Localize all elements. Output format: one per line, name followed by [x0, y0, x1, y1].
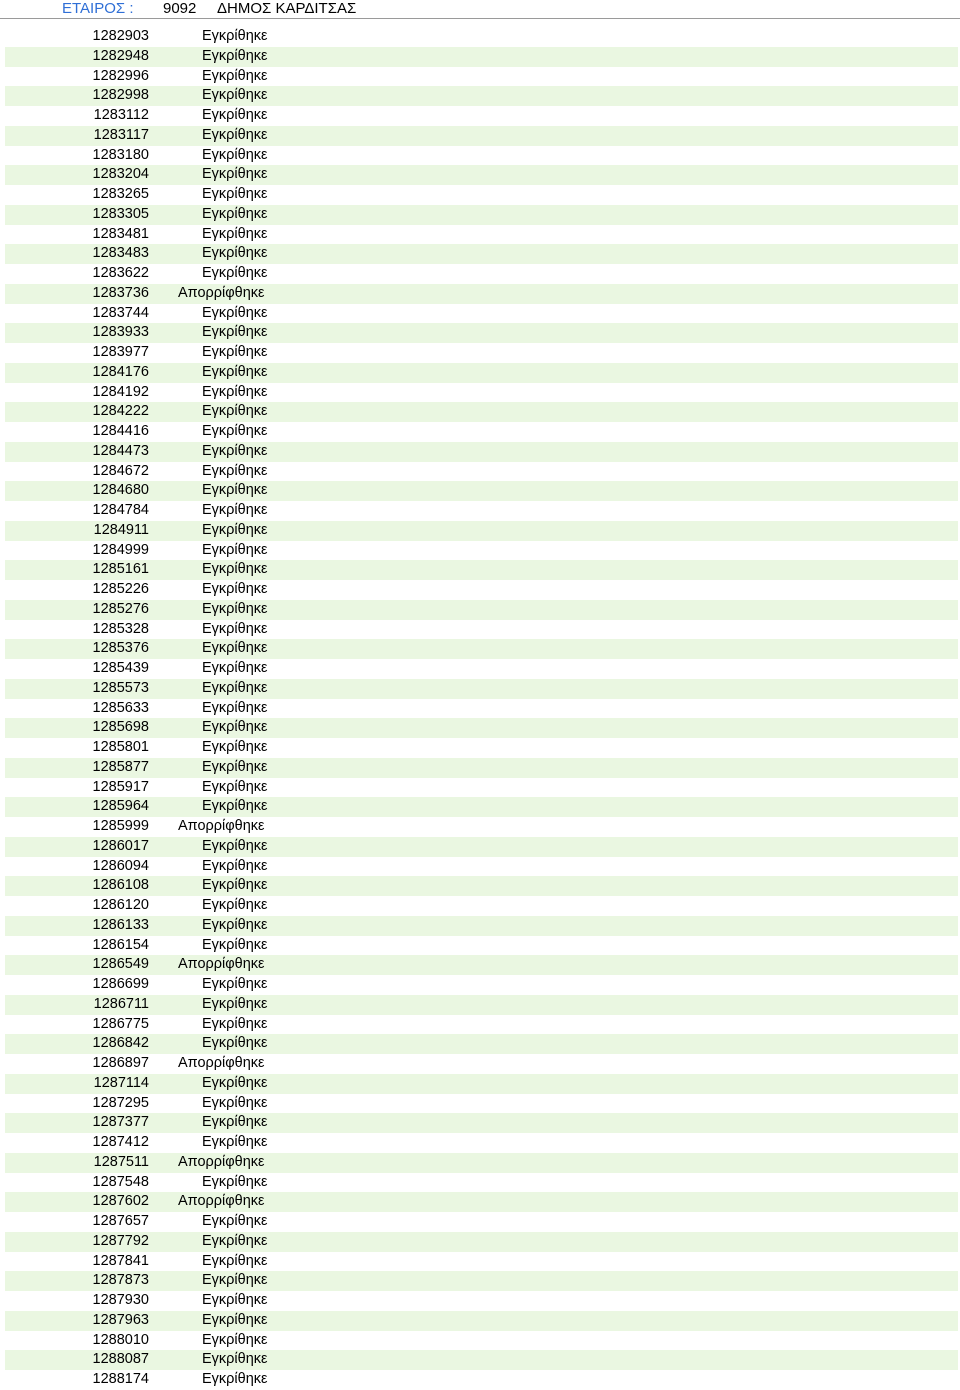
table-row [5, 1252, 958, 1272]
application-status: Εγκρίθηκε [202, 995, 268, 1012]
application-id: 1283112 [93, 107, 149, 123]
application-status: Εγκρίθηκε [202, 660, 268, 676]
table-row [5, 501, 958, 521]
application-status: Εγκρίθηκε [202, 976, 268, 992]
table-row [5, 718, 958, 738]
application-id: 1287873 [92, 1272, 149, 1289]
application-status: Εγκρίθηκε [202, 28, 268, 44]
table-row [5, 1054, 958, 1074]
application-id: 1282903 [92, 28, 149, 44]
application-id: 1287841 [92, 1252, 149, 1269]
application-status: Εγκρίθηκε [202, 363, 268, 380]
table-row [5, 1113, 958, 1133]
application-status: Εγκρίθηκε [202, 126, 268, 143]
application-id: 1285999 [92, 818, 149, 834]
application-id: 1287602 [92, 1193, 149, 1210]
application-status: Εγκρίθηκε [202, 265, 268, 281]
application-id: 1288010 [92, 1331, 149, 1348]
application-status: Εγκρίθηκε [202, 502, 268, 518]
application-status: Εγκρίθηκε [202, 857, 268, 874]
application-status: Εγκρίθηκε [202, 304, 268, 321]
application-id: 1286120 [92, 897, 149, 913]
table-row [5, 995, 958, 1015]
table-row [5, 975, 958, 995]
application-status: Εγκρίθηκε [202, 837, 268, 854]
application-id: 1285439 [92, 660, 149, 676]
table-row [5, 659, 958, 679]
table-row [5, 541, 958, 561]
application-id: 1283744 [92, 304, 149, 321]
table-row [5, 86, 958, 106]
table-row [5, 1370, 958, 1390]
partner-name: ΔΗΜΟΣ ΚΑΡΔΙΤΣΑΣ [217, 0, 357, 17]
application-id: 1287930 [92, 1292, 149, 1308]
application-status: Απορρίφθηκε [178, 284, 265, 301]
table-row [5, 1133, 958, 1153]
table-row [5, 639, 958, 659]
table-row [5, 1271, 958, 1291]
application-status: Εγκρίθηκε [202, 521, 268, 538]
application-id: 1285801 [92, 739, 149, 755]
table-row [5, 264, 958, 284]
application-id: 1283483 [92, 245, 149, 262]
application-status: Εγκρίθηκε [202, 1173, 268, 1190]
table-row [5, 778, 958, 798]
application-status: Εγκρίθηκε [202, 798, 268, 815]
table-row [5, 521, 958, 541]
table-row [5, 1232, 958, 1252]
application-status: Εγκρίθηκε [202, 1015, 268, 1032]
application-id: 1285226 [92, 581, 149, 597]
application-id: 1285877 [92, 758, 149, 775]
table-row [5, 1074, 958, 1094]
application-status: Εγκρίθηκε [202, 936, 268, 953]
table-row [5, 936, 958, 956]
application-status: Εγκρίθηκε [202, 1232, 268, 1249]
page-header [0, 0, 960, 17]
table-row [5, 916, 958, 936]
application-status: Εγκρίθηκε [202, 1311, 268, 1328]
application-status: Εγκρίθηκε [202, 166, 268, 183]
application-id: 1286017 [92, 837, 149, 854]
application-id: 1287963 [92, 1311, 149, 1328]
application-id: 1288087 [92, 1351, 149, 1368]
application-id: 1285633 [92, 699, 149, 716]
application-id: 1285573 [92, 679, 149, 696]
application-status: Εγκρίθηκε [202, 561, 268, 578]
application-id: 1287657 [92, 1213, 149, 1229]
table-row [5, 462, 958, 482]
application-id: 1285328 [92, 620, 149, 637]
application-id: 1287792 [92, 1232, 149, 1249]
table-row [5, 1153, 958, 1173]
application-status: Απορρίφθηκε [178, 1193, 265, 1210]
application-id: 1285376 [92, 640, 149, 657]
application-status: Εγκρίθηκε [202, 146, 268, 163]
application-id: 1284222 [92, 403, 149, 420]
table-row [5, 1331, 958, 1351]
table-row [5, 1094, 958, 1114]
table-row [5, 758, 958, 778]
application-status: Εγκρίθηκε [202, 916, 268, 933]
application-status: Εγκρίθηκε [202, 1114, 268, 1131]
table-row [5, 323, 958, 343]
application-id: 1287511 [93, 1153, 149, 1170]
table-row [5, 1015, 958, 1035]
table-row [5, 343, 958, 363]
application-status: Εγκρίθηκε [202, 225, 268, 242]
table-row [5, 699, 958, 719]
application-id: 1283180 [92, 146, 149, 163]
application-status: Εγκρίθηκε [202, 1351, 268, 1368]
application-status: Εγκρίθηκε [202, 541, 268, 558]
application-id: 1288174 [92, 1371, 149, 1387]
application-status: Εγκρίθηκε [202, 107, 268, 123]
table-row [5, 1350, 958, 1370]
application-status: Εγκρίθηκε [202, 87, 268, 104]
table-row [5, 1311, 958, 1331]
table-row [5, 244, 958, 264]
table-row [5, 1173, 958, 1193]
table-row [5, 442, 958, 462]
application-status: Εγκρίθηκε [202, 245, 268, 262]
application-status: Εγκρίθηκε [202, 778, 268, 795]
table-row [5, 225, 958, 245]
application-id: 1284680 [92, 482, 149, 499]
application-status: Εγκρίθηκε [202, 67, 268, 84]
table-row [5, 146, 958, 166]
partner-code: 9092 [163, 0, 197, 17]
table-row [5, 27, 958, 47]
application-status: Εγκρίθηκε [202, 324, 268, 341]
table-row [5, 106, 958, 126]
table-row [5, 284, 958, 304]
application-status: Εγκρίθηκε [202, 877, 268, 894]
application-id: 1285917 [92, 778, 149, 795]
application-id: 1286711 [93, 995, 149, 1012]
table-row [5, 165, 958, 185]
table-row [5, 817, 958, 837]
application-id: 1282996 [92, 67, 149, 84]
application-id: 1283265 [92, 186, 149, 202]
table-row [5, 422, 958, 442]
table-row [5, 481, 958, 501]
application-id: 1286108 [92, 877, 149, 894]
application-id: 1284416 [92, 423, 149, 439]
table-row [5, 837, 958, 857]
table-row [5, 896, 958, 916]
application-status: Εγκρίθηκε [202, 1331, 268, 1348]
application-id: 1287295 [92, 1094, 149, 1111]
application-id: 1285276 [92, 600, 149, 617]
application-status: Εγκρίθηκε [202, 620, 268, 637]
application-id: 1286094 [92, 857, 149, 874]
application-id: 1283622 [92, 265, 149, 281]
application-id: 1283933 [92, 324, 149, 341]
table-row [5, 205, 958, 225]
application-status: Εγκρίθηκε [202, 719, 268, 736]
table-row [5, 402, 958, 422]
table-row [5, 1192, 958, 1212]
application-status: Εγκρίθηκε [202, 344, 268, 360]
application-id: 1284192 [92, 383, 149, 400]
application-id: 1284911 [93, 521, 149, 538]
application-status: Εγκρίθηκε [202, 1252, 268, 1269]
table-row [5, 383, 958, 403]
application-status: Εγκρίθηκε [202, 186, 268, 202]
application-status: Εγκρίθηκε [202, 1213, 268, 1229]
results-table [5, 27, 958, 1390]
table-row [5, 620, 958, 640]
application-status: Εγκρίθηκε [202, 403, 268, 420]
application-status: Απορρίφθηκε [178, 956, 265, 973]
application-id: 1283204 [92, 166, 149, 183]
application-id: 1286549 [92, 956, 149, 973]
header-divider [0, 18, 960, 19]
application-id: 1284784 [92, 502, 149, 518]
application-id: 1282998 [92, 87, 149, 104]
application-status: Εγκρίθηκε [202, 205, 268, 222]
application-status: Εγκρίθηκε [202, 739, 268, 755]
application-status: Εγκρίθηκε [202, 383, 268, 400]
application-status: Εγκρίθηκε [202, 1074, 268, 1091]
application-status: Απορρίφθηκε [178, 818, 265, 834]
application-status: Εγκρίθηκε [202, 442, 268, 459]
application-id: 1284999 [92, 541, 149, 558]
application-status: Απορρίφθηκε [178, 1153, 265, 1170]
table-row [5, 1212, 958, 1232]
table-row [5, 1291, 958, 1311]
application-status: Εγκρίθηκε [202, 423, 268, 439]
application-id: 1286699 [92, 976, 149, 992]
application-status: Εγκρίθηκε [202, 1134, 268, 1150]
application-status: Εγκρίθηκε [202, 1371, 268, 1387]
application-id: 1284473 [92, 442, 149, 459]
table-row [5, 738, 958, 758]
table-row [5, 876, 958, 896]
application-id: 1286842 [92, 1035, 149, 1052]
application-id: 1286154 [92, 936, 149, 953]
table-row [5, 304, 958, 324]
application-id: 1283117 [93, 126, 149, 143]
application-id: 1286775 [92, 1015, 149, 1032]
application-status: Εγκρίθηκε [202, 699, 268, 716]
table-row [5, 67, 958, 87]
application-id: 1286897 [92, 1055, 149, 1071]
application-status: Εγκρίθηκε [202, 1292, 268, 1308]
application-status: Εγκρίθηκε [202, 581, 268, 597]
application-status: Εγκρίθηκε [202, 679, 268, 696]
application-id: 1284176 [92, 363, 149, 380]
application-id: 1287377 [92, 1114, 149, 1131]
application-id: 1287548 [92, 1173, 149, 1190]
table-row [5, 363, 958, 383]
table-row [5, 857, 958, 877]
application-id: 1283977 [92, 344, 149, 360]
table-row [5, 1034, 958, 1054]
application-id: 1285698 [92, 719, 149, 736]
application-id: 1285161 [92, 561, 149, 578]
application-id: 1282948 [92, 47, 149, 64]
application-status: Εγκρίθηκε [202, 1094, 268, 1111]
table-row [5, 797, 958, 817]
table-row [5, 580, 958, 600]
application-status: Απορρίφθηκε [178, 1055, 265, 1071]
application-status: Εγκρίθηκε [202, 462, 268, 479]
application-status: Εγκρίθηκε [202, 1035, 268, 1052]
application-status: Εγκρίθηκε [202, 1272, 268, 1289]
table-row [5, 185, 958, 205]
application-status: Εγκρίθηκε [202, 758, 268, 775]
application-status: Εγκρίθηκε [202, 897, 268, 913]
application-status: Εγκρίθηκε [202, 482, 268, 499]
application-id: 1284672 [92, 462, 149, 479]
application-id: 1286133 [92, 916, 149, 933]
application-status: Εγκρίθηκε [202, 640, 268, 657]
application-id: 1283305 [92, 205, 149, 222]
table-row [5, 126, 958, 146]
application-id: 1283736 [92, 284, 149, 301]
table-row [5, 600, 958, 620]
table-row [5, 955, 958, 975]
application-status: Εγκρίθηκε [202, 600, 268, 617]
table-row [5, 560, 958, 580]
application-status: Εγκρίθηκε [202, 47, 268, 64]
application-id: 1285964 [92, 798, 149, 815]
application-id: 1287114 [93, 1074, 149, 1091]
partner-label: ΕΤΑΙΡΟΣ : [62, 0, 134, 17]
table-row [5, 47, 958, 67]
table-row [5, 679, 958, 699]
application-id: 1287412 [92, 1134, 149, 1150]
application-id: 1283481 [92, 225, 149, 242]
